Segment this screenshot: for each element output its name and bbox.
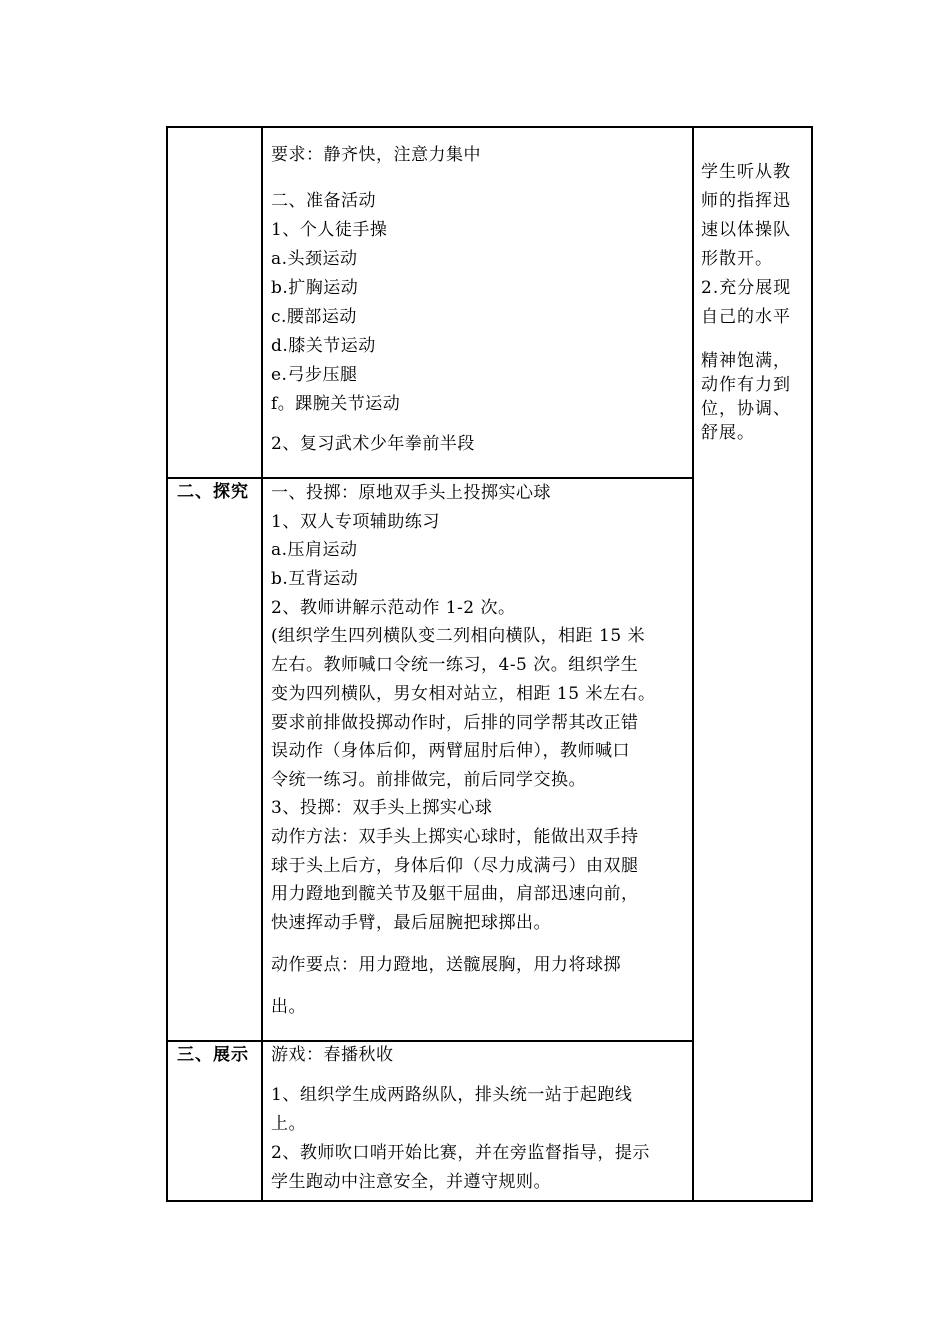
student-line: 位，协调、 xyxy=(701,399,791,419)
student-line: 速以体操队 xyxy=(701,220,791,240)
stage-label-explore: 二、探究 xyxy=(177,482,249,502)
student-line: 学生听从教 xyxy=(701,162,791,182)
student-line: 舒展。 xyxy=(701,423,755,443)
explore-line: 用力蹬地到髋关节及躯干屈曲，肩部迅速向前， xyxy=(271,884,639,904)
prep-heading: 二、准备活动 xyxy=(271,191,376,211)
display-line: 学生跑动中注意安全，并遵守规则。 xyxy=(271,1172,551,1192)
student-line: 2.充分展现 xyxy=(701,278,792,298)
explore-line: a.压肩运动 xyxy=(271,540,358,560)
prep-requirement: 要求：静齐快，注意力集中 xyxy=(271,145,481,165)
prep-item-a: a.头颈运动 xyxy=(271,249,358,269)
explore-line: 变为四列横队，男女相对站立，相距 15 米左右。 xyxy=(271,684,656,704)
student-line: 自己的水平 xyxy=(701,307,791,327)
display-line: 游戏：春播秋收 xyxy=(271,1045,394,1065)
student-line: 动作有力到 xyxy=(701,375,791,395)
explore-line: 2、教师讲解示范动作 1-2 次。 xyxy=(271,598,516,618)
display-line: 上。 xyxy=(271,1114,306,1134)
prep-item-f: f。踝腕关节运动 xyxy=(271,394,401,414)
prep-item-c: c.腰部运动 xyxy=(271,307,357,327)
explore-line: 1、双人专项辅助练习 xyxy=(271,512,440,532)
explore-line: 出。 xyxy=(271,997,306,1017)
prep-item-b: b.扩胸运动 xyxy=(271,278,359,298)
explore-line: b.互背运动 xyxy=(271,569,359,589)
prep-item-d: d.膝关节运动 xyxy=(271,336,376,356)
row-divider-display xyxy=(168,1040,693,1042)
display-line: 1、组织学生成两路纵队，排头统一站于起跑线 xyxy=(271,1085,633,1105)
row-divider-explore xyxy=(168,477,693,479)
explore-line: (组织学生四列横队变二列相向横队，相距 15 米 xyxy=(271,626,646,646)
prep-item-1: 1、个人徒手操 xyxy=(271,220,388,240)
prep-item-e: e.弓步压腿 xyxy=(271,365,358,385)
explore-line: 3、投掷：双手头上掷实心球 xyxy=(271,798,493,818)
explore-line: 球于头上后方，身体后仰（尽力成满弓）由双腿 xyxy=(271,856,639,876)
explore-line: 动作方法：双手头上掷实心球时，能做出双手持 xyxy=(271,827,639,847)
student-line: 形散开。 xyxy=(701,249,773,269)
explore-line: 左右。教师喊口令统一练习，4-5 次。组织学生 xyxy=(271,655,639,675)
stage-label-display: 三、展示 xyxy=(177,1045,249,1065)
explore-line: 要求前排做投掷动作时，后排的同学帮其改正错 xyxy=(271,713,639,733)
student-line: 师的指挥迅 xyxy=(701,191,791,211)
student-line: 精神饱满， xyxy=(701,351,791,371)
explore-line: 一、投掷：原地双手头上投掷实心球 xyxy=(271,483,551,503)
explore-line: 误动作（身体后仰，两臂屈肘后伸），教师喊口 xyxy=(271,741,630,761)
explore-line: 动作要点：用力蹬地，送髋展胸，用力将球掷 xyxy=(271,955,621,975)
prep-item-2: 2、复习武术少年拳前半段 xyxy=(271,434,475,454)
explore-line: 令统一练习。前排做完，前后同学交换。 xyxy=(271,770,586,790)
display-line: 2、教师吹口哨开始比赛，并在旁监督指导，提示 xyxy=(271,1143,650,1163)
explore-line: 快速挥动手臂，最后屈腕把球掷出。 xyxy=(271,913,551,933)
